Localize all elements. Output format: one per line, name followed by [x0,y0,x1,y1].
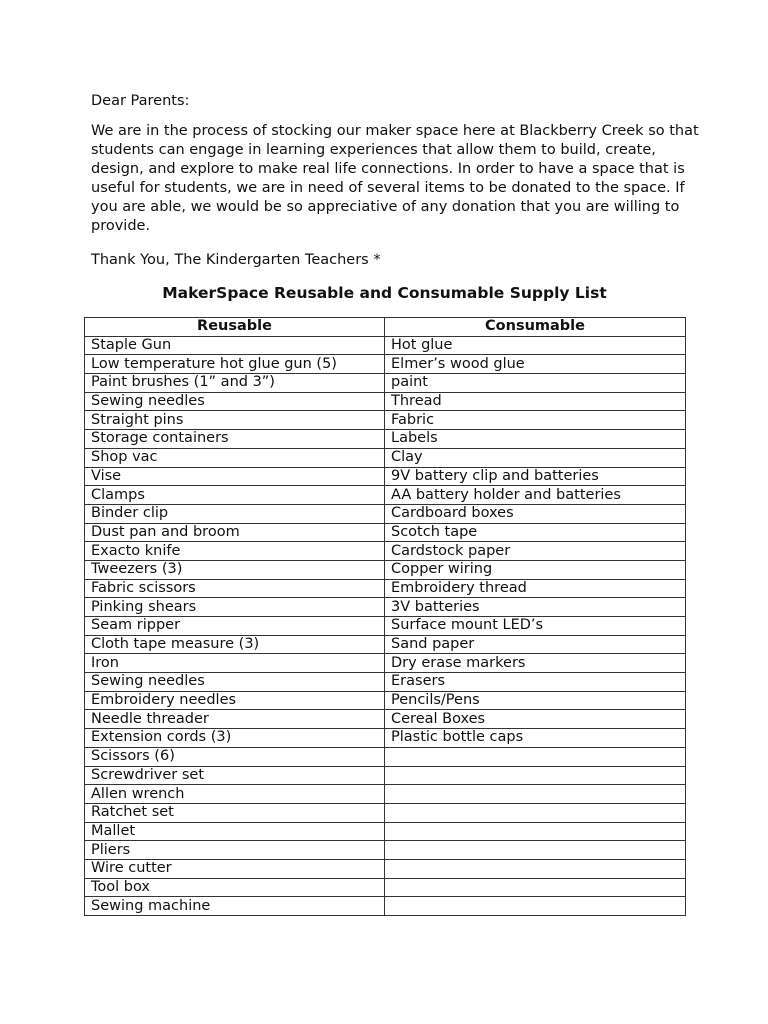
consumable-cell [385,785,686,804]
consumable-cell [385,803,686,822]
letter-body-line: provide. [91,218,151,234]
letter-body-line: design, and explore to make real life connections. In order to have a space that is [91,161,685,177]
table-row [85,841,686,860]
reusable-cell: Paint brushes (1” and 3”) [85,374,385,393]
consumable-cell: Copper wiring [385,560,686,579]
reusable-cell: Seam ripper [85,617,385,636]
reusable-cell: Low temperature hot glue gun (5) [85,355,385,374]
table-row [85,710,686,729]
reusable-cell: Iron [85,654,385,673]
table-row [85,635,686,654]
consumable-cell: paint [385,374,686,393]
table-row [85,654,686,673]
table-row [85,542,686,561]
table-row [85,598,686,617]
table-row [85,374,686,393]
table-row [85,785,686,804]
table-title: MakerSpace Reusable and Consumable Supply List [162,284,607,302]
consumable-cell: 9V battery clip and batteries [385,467,686,486]
consumable-cell: Sand paper [385,635,686,654]
reusable-cell: Ratchet set [85,803,385,822]
reusable-cell: Cloth tape measure (3) [85,635,385,654]
table-row [85,560,686,579]
reusable-cell: Storage containers [85,430,385,449]
consumable-cell [385,878,686,897]
reusable-cell: Staple Gun [85,336,385,355]
table-row [85,822,686,841]
reusable-cell: Fabric scissors [85,579,385,598]
letter-body-line: you are able, we would be so appreciative of any donation that you are willing to [91,199,680,215]
consumable-cell: Clay [385,448,686,467]
table-row [85,523,686,542]
table-header-row [85,318,686,337]
letter-body [91,122,699,236]
table-row [85,504,686,523]
letter-body-line: useful for students, we are in need of several items to be donated to the space. If [91,180,685,196]
table-row [85,766,686,785]
header-consumable: Consumable [385,318,686,337]
consumable-cell: Dry erase markers [385,654,686,673]
supply-table-body [85,336,686,915]
table-row [85,897,686,916]
table-row [85,430,686,449]
reusable-cell: Embroidery needles [85,691,385,710]
header-reusable: Reusable [85,318,385,337]
reusable-cell: Sewing needles [85,673,385,692]
consumable-cell: Scotch tape [385,523,686,542]
reusable-cell: Straight pins [85,411,385,430]
table-row [85,729,686,748]
reusable-cell: Extension cords (3) [85,729,385,748]
signoff: Thank You, The Kindergarten Teachers * [91,252,381,268]
table-row [85,467,686,486]
consumable-cell: Surface mount LED’s [385,617,686,636]
reusable-cell: Sewing machine [85,897,385,916]
reusable-cell: Pinking shears [85,598,385,617]
reusable-cell: Sewing needles [85,392,385,411]
table-row [85,859,686,878]
consumable-cell: Cereal Boxes [385,710,686,729]
reusable-cell: Tool box [85,878,385,897]
reusable-cell: Dust pan and broom [85,523,385,542]
table-row [85,355,686,374]
consumable-cell [385,766,686,785]
consumable-cell [385,841,686,860]
table-row [85,411,686,430]
consumable-cell: Elmer’s wood glue [385,355,686,374]
consumable-cell: Cardstock paper [385,542,686,561]
table-row [85,617,686,636]
consumable-cell: AA battery holder and batteries [385,486,686,505]
consumable-cell: Pencils/Pens [385,691,686,710]
reusable-cell: Mallet [85,822,385,841]
greeting: Dear Parents: [91,93,190,109]
letter-body-line: We are in the process of stocking our maker space here at Blackberry Creek so that [91,123,699,139]
reusable-cell: Pliers [85,841,385,860]
consumable-cell: Plastic bottle caps [385,729,686,748]
table-row [85,803,686,822]
consumable-cell: 3V batteries [385,598,686,617]
table-row [85,579,686,598]
letter-body-line: students can engage in learning experiences that allow them to build, create, [91,142,656,158]
consumable-cell [385,747,686,766]
reusable-cell: Shop vac [85,448,385,467]
consumable-cell: Labels [385,430,686,449]
consumable-cell: Cardboard boxes [385,504,686,523]
reusable-cell: Binder clip [85,504,385,523]
supply-table [84,317,686,916]
reusable-cell: Tweezers (3) [85,560,385,579]
reusable-cell: Wire cutter [85,859,385,878]
consumable-cell: Erasers [385,673,686,692]
consumable-cell [385,897,686,916]
consumable-cell [385,859,686,878]
table-row [85,747,686,766]
table-row [85,878,686,897]
reusable-cell: Vise [85,467,385,486]
consumable-cell: Thread [385,392,686,411]
reusable-cell: Needle threader [85,710,385,729]
reusable-cell: Scissors (6) [85,747,385,766]
consumable-cell: Hot glue [385,336,686,355]
reusable-cell: Clamps [85,486,385,505]
reusable-cell: Exacto knife [85,542,385,561]
consumable-cell: Fabric [385,411,686,430]
table-row [85,691,686,710]
table-row [85,392,686,411]
table-row [85,486,686,505]
table-row [85,448,686,467]
table-row [85,336,686,355]
consumable-cell: Embroidery thread [385,579,686,598]
reusable-cell: Allen wrench [85,785,385,804]
reusable-cell: Screwdriver set [85,766,385,785]
consumable-cell [385,822,686,841]
table-row [85,673,686,692]
